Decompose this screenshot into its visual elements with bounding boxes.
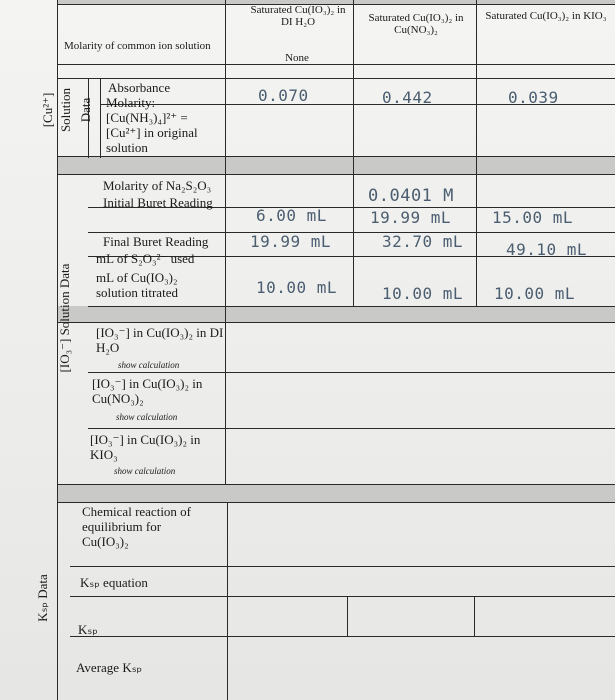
section-band xyxy=(58,484,615,502)
absorbance-value: 0.039 xyxy=(508,88,559,107)
initial-buret-value: 19.99 mL xyxy=(370,208,452,227)
cu-side-label-3: Data xyxy=(78,97,93,123)
show-calculation-note: show calculation xyxy=(116,412,178,422)
final-buret-value: 49.10 mL xyxy=(506,240,588,259)
final-buret-value: 19.99 mL xyxy=(250,232,332,251)
row-label-common-ion: Molarity of common ion solution xyxy=(64,40,211,52)
ml-titrated-value: 10.00 mL xyxy=(382,284,464,303)
ml-thiosulfate-used-label: mL of S₂O₃²⁻ used xyxy=(96,251,195,266)
header-col1: Saturated Cu(IO₃)₂ in DI H₂O xyxy=(250,4,346,28)
molarity-thiosulfate-label: Molarity of Na₂S₂O₃ xyxy=(103,178,212,193)
header-col2: Saturated Cu(IO₃)₂ in Cu(NO₃)₂ xyxy=(368,12,464,36)
molarity-cu-label: Molarity: [Cu(NH₃)₄]²⁺ = [Cu²⁺] in original solution xyxy=(106,95,198,155)
iodate-kio3-label: [IO₃⁻] in Cu(IO₃)₂ in KIO₃ xyxy=(90,432,201,462)
ml-titrated-value: 10.00 mL xyxy=(494,284,576,303)
absorbance-value: 0.070 xyxy=(258,86,309,105)
molarity-thiosulfate-value: 0.0401 M xyxy=(368,186,454,206)
final-buret-label: Final Buret Reading xyxy=(103,234,209,249)
initial-buret-value: 15.00 mL xyxy=(492,208,574,227)
show-calculation-note: show calculation xyxy=(118,360,180,370)
iodate-di-label: [IO₃⁻] in Cu(IO₃)₂ in DI H₂O xyxy=(96,325,224,355)
show-calculation-note: show calculation xyxy=(114,466,176,476)
ksp-side-label: Kₛₚ Data xyxy=(35,574,50,622)
header-col3: Saturated Cu(IO₃)₂ in KIO₃ xyxy=(485,10,607,22)
initial-buret-value: 6.00 mL xyxy=(256,206,327,225)
reaction-label: Chemical reaction of equilibrium for Cu(IO₃)₂ xyxy=(82,504,192,549)
absorbance-value: 0.442 xyxy=(382,88,433,107)
header-col1-none: None xyxy=(285,52,309,64)
cu-side-label: [Cu²⁺] xyxy=(40,92,55,128)
section-band xyxy=(58,306,615,322)
average-ksp-label: Average Kₛₚ xyxy=(76,660,143,675)
ksp-equation-label: Kₛₚ equation xyxy=(80,575,148,590)
ml-titrated-value: 10.00 mL xyxy=(256,278,338,297)
ksp-label: Kₛₚ xyxy=(78,622,98,637)
absorbance-label: Absorbance xyxy=(108,80,171,95)
ml-titrated-label: mL of Cu(IO₃)₂ solution titrated xyxy=(96,270,178,300)
final-buret-value: 32.70 mL xyxy=(382,232,464,251)
initial-buret-label: Initial Buret Reading xyxy=(103,195,213,210)
cu-side-label-2: Solution xyxy=(58,87,73,133)
section-band xyxy=(58,156,615,174)
iodate-nitrate-label: [IO₃⁻] in Cu(IO₃)₂ in Cu(NO₃)₂ xyxy=(92,376,203,406)
iodate-side-label: [IO₃⁻] Solution Data xyxy=(57,263,72,373)
